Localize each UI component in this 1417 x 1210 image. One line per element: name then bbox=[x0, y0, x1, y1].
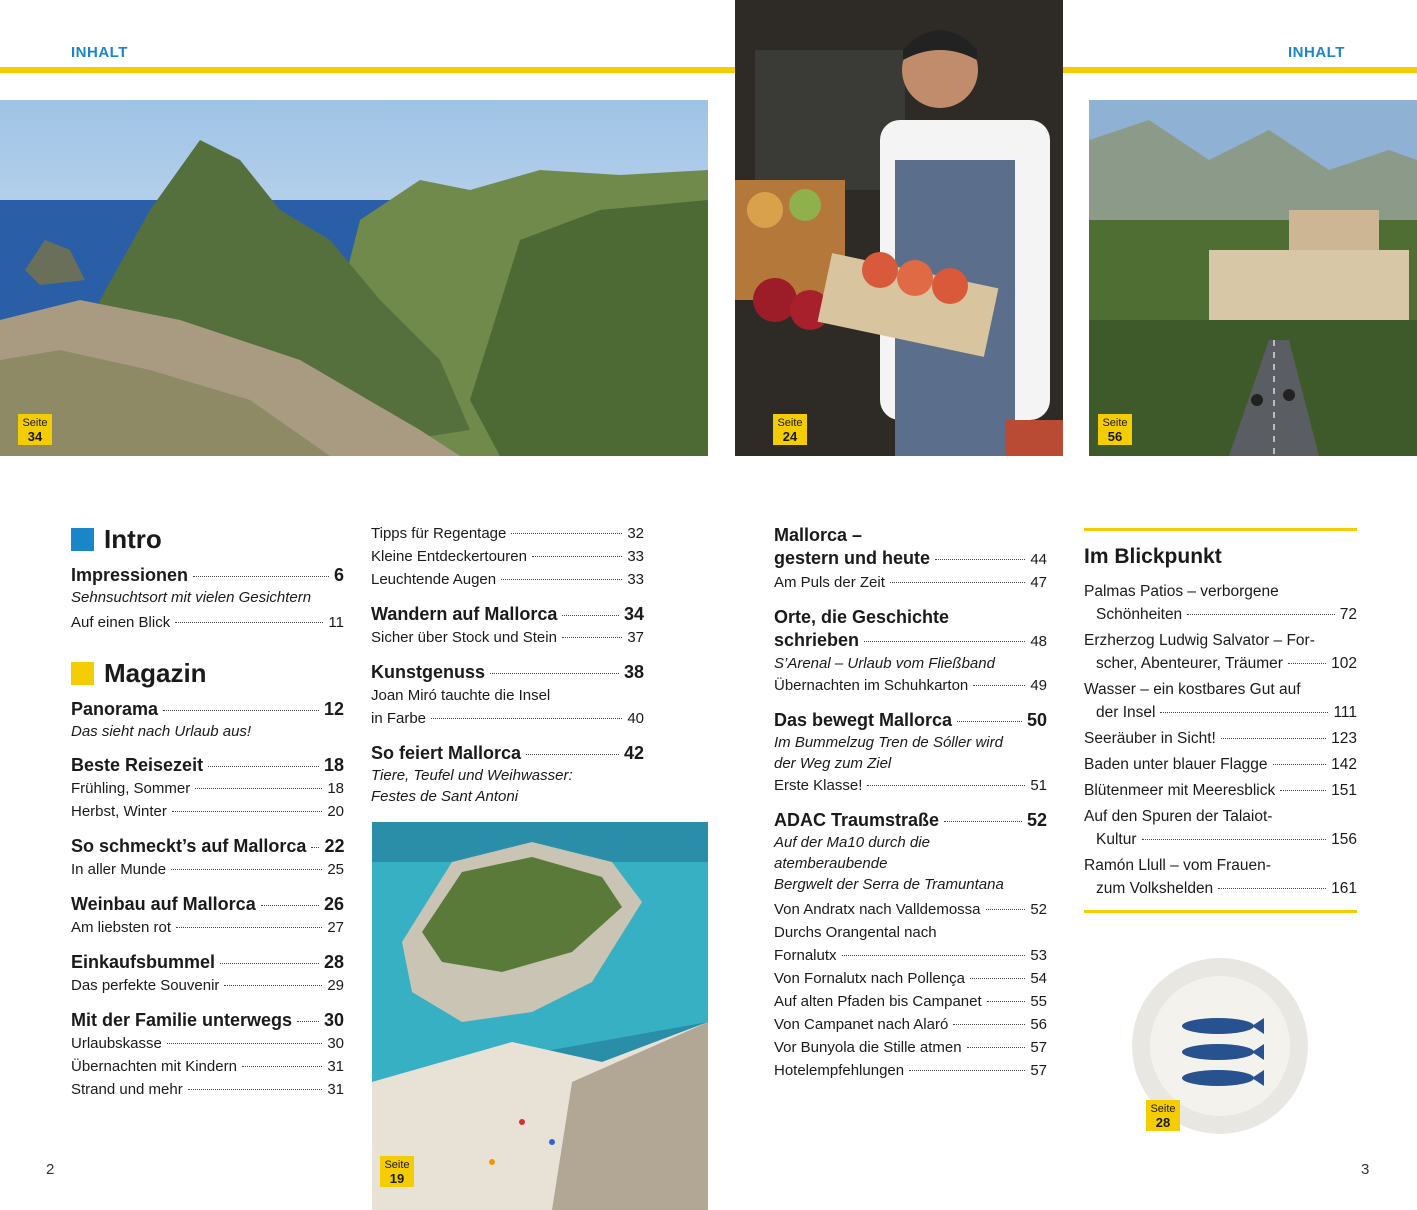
header-rule-right bbox=[1063, 67, 1417, 73]
toc-entry[interactable] bbox=[71, 564, 344, 587]
entry-page: 22 bbox=[324, 836, 345, 856]
page-number-right: 3 bbox=[1361, 1161, 1370, 1178]
entry-subtitle: Sehnsuchtsort mit vielen Gesichtern bbox=[71, 589, 312, 606]
toc-entry[interactable] bbox=[371, 603, 644, 626]
entry-label: In aller Munde bbox=[71, 861, 167, 878]
entry-label-line: Palmas Patios – verborgene bbox=[1084, 583, 1279, 600]
toc-entry[interactable] bbox=[774, 967, 1047, 990]
entry-label: Sicher über Stock und Stein bbox=[371, 629, 557, 646]
entry-page: 33 bbox=[627, 571, 644, 588]
entry-subtitle: Auf der Ma10 durch die atemberaubende bbox=[774, 834, 930, 872]
toc-entry[interactable] bbox=[371, 661, 644, 684]
toc-entry[interactable] bbox=[774, 1059, 1047, 1082]
entry-label: Blütenmeer mit Meeresblick bbox=[1084, 782, 1276, 799]
toc-entry[interactable] bbox=[371, 545, 644, 568]
entry-title-line: Orte, die Geschichte bbox=[774, 607, 950, 627]
section-magazin-title: Magazin bbox=[104, 658, 207, 688]
entry-label: Am liebsten rot bbox=[71, 919, 172, 936]
toc-entry[interactable] bbox=[371, 568, 644, 591]
toc-column-1 bbox=[71, 524, 344, 1101]
toc-entry[interactable] bbox=[774, 809, 1047, 832]
entry-label: Baden unter blauer Flagge bbox=[1084, 756, 1268, 773]
entry-label: Erste Klasse! bbox=[774, 777, 863, 794]
entry-label: Von Fornalutx nach Pollença bbox=[774, 970, 965, 987]
toc-entry[interactable] bbox=[774, 990, 1047, 1013]
badge-page: 56 bbox=[1107, 429, 1123, 444]
toc-entry[interactable] bbox=[774, 547, 1047, 571]
photo-beach-badge bbox=[380, 1156, 414, 1187]
entry-title: gestern und heute bbox=[774, 548, 931, 568]
entry-label: Seeräuber in Sicht! bbox=[1084, 730, 1216, 747]
entry-label: Frühling, Sommer bbox=[71, 780, 191, 797]
entry-page: 44 bbox=[1030, 551, 1047, 568]
photo-cliffs bbox=[0, 100, 708, 456]
entry-label: in Farbe bbox=[371, 710, 427, 727]
entry-page: 33 bbox=[627, 548, 644, 565]
entry-page: 57 bbox=[1030, 1039, 1047, 1056]
entry-page: 142 bbox=[1331, 756, 1357, 773]
entry-page: 52 bbox=[1026, 810, 1047, 830]
toc-entry[interactable] bbox=[71, 1055, 344, 1078]
entry-page: 31 bbox=[327, 1081, 344, 1098]
toc-entry[interactable] bbox=[774, 674, 1047, 697]
toc-entry[interactable] bbox=[71, 858, 344, 881]
photo-plate-badge bbox=[1146, 1100, 1180, 1131]
photo-vendor bbox=[735, 0, 1063, 456]
entry-page: 53 bbox=[1030, 947, 1047, 964]
entry-title: schrieben bbox=[774, 630, 860, 650]
badge-page: 34 bbox=[27, 429, 43, 444]
entry-label: Kleine Entdeckertouren bbox=[371, 548, 527, 565]
entry-page: 102 bbox=[1331, 655, 1357, 672]
entry-label-line: Ramón Llull – vom Frauen- bbox=[1084, 857, 1271, 874]
entry-page: 34 bbox=[623, 604, 644, 624]
entry-page: 56 bbox=[1030, 1016, 1047, 1033]
badge-label: Seite bbox=[1102, 417, 1128, 429]
section-intro bbox=[71, 524, 344, 554]
badge-page: 19 bbox=[389, 1171, 405, 1186]
blickpunkt-rule-bottom bbox=[1084, 910, 1357, 913]
cliffs-illustration bbox=[0, 100, 708, 456]
toc-entry[interactable] bbox=[71, 1032, 344, 1055]
entry-label: der Insel bbox=[1096, 704, 1156, 721]
entry-label: scher, Abenteurer, Träumer bbox=[1096, 655, 1283, 672]
entry-label: Übernachten mit Kindern bbox=[71, 1058, 237, 1075]
page-number-left: 2 bbox=[46, 1161, 55, 1178]
entry-label: Von Campanet nach Alaró bbox=[774, 1016, 949, 1033]
entry-title: ADAC Traumstraße bbox=[774, 810, 940, 830]
blickpunkt-entry[interactable] bbox=[1084, 727, 1357, 750]
entry-title: Beste Reisezeit bbox=[71, 755, 204, 775]
toc-entry[interactable] bbox=[371, 626, 644, 649]
entry-title-line: Mallorca – bbox=[774, 525, 863, 545]
magazin-square-icon bbox=[71, 662, 94, 685]
section-magazin bbox=[71, 658, 344, 688]
blickpunkt-entry[interactable] bbox=[1084, 805, 1357, 851]
blickpunkt-entry[interactable] bbox=[1084, 678, 1357, 724]
toc-entry[interactable] bbox=[774, 571, 1047, 594]
badge-label: Seite bbox=[22, 417, 48, 429]
entry-label-line: Durchs Orangental nach bbox=[774, 924, 937, 941]
entry-label: Fornalutx bbox=[774, 947, 837, 964]
entry-page: 54 bbox=[1030, 970, 1047, 987]
section-intro-title: Intro bbox=[104, 524, 162, 554]
blickpunkt-box bbox=[1084, 528, 1357, 913]
blickpunkt-entry[interactable] bbox=[1084, 854, 1357, 900]
entry-subtitle: S’Arenal – Urlaub vom Fließband bbox=[774, 655, 995, 672]
entry-page: 151 bbox=[1331, 782, 1357, 799]
entry-label: Hotelempfehlungen bbox=[774, 1062, 905, 1079]
badge-page: 24 bbox=[782, 429, 798, 444]
entry-page: 28 bbox=[323, 952, 344, 972]
beach-illustration bbox=[372, 822, 708, 1210]
entry-title: Kunstgenuss bbox=[371, 662, 486, 682]
entry-page: 55 bbox=[1030, 993, 1047, 1010]
entry-label: Schönheiten bbox=[1096, 606, 1183, 623]
entry-page: 18 bbox=[323, 755, 344, 775]
entry-title: Wandern auf Mallorca bbox=[371, 604, 558, 624]
entry-page: 42 bbox=[623, 743, 644, 763]
entry-page: 12 bbox=[323, 699, 344, 719]
entry-page: 30 bbox=[323, 1010, 344, 1030]
blickpunkt-rule-top bbox=[1084, 528, 1357, 531]
entry-subtitle: Tiere, Teufel und Weihwasser: bbox=[371, 767, 573, 784]
toc-entry[interactable] bbox=[71, 916, 344, 939]
entry-label: zum Volkshelden bbox=[1096, 880, 1214, 897]
vendor-illustration bbox=[735, 0, 1063, 456]
entry-label-line: Erzherzog Ludwig Salvator – For- bbox=[1084, 632, 1315, 649]
blickpunkt-entry[interactable] bbox=[1084, 753, 1357, 776]
entry-label: Strand und mehr bbox=[71, 1081, 183, 1098]
entry-page: 47 bbox=[1030, 574, 1047, 591]
entry-label: Auf alten Pfaden bis Campanet bbox=[774, 993, 982, 1010]
entry-title: Mit der Familie unterwegs bbox=[71, 1010, 293, 1030]
intro-square-icon bbox=[71, 528, 94, 551]
blickpunkt-entry[interactable] bbox=[1084, 629, 1357, 675]
entry-page: 30 bbox=[327, 1035, 344, 1052]
entry-page: 38 bbox=[623, 662, 644, 682]
entry-label: Das perfekte Souvenir bbox=[71, 977, 220, 994]
blickpunkt-title: Im Blickpunkt bbox=[1084, 545, 1222, 568]
entry-subtitle: Festes de Sant Antoni bbox=[371, 788, 519, 805]
blickpunkt-entry[interactable] bbox=[1084, 779, 1357, 802]
entry-page: 18 bbox=[327, 780, 344, 797]
entry-label: Übernachten im Schuhkarton bbox=[774, 677, 969, 694]
entry-page: 72 bbox=[1339, 606, 1357, 623]
entry-label: Am Puls der Zeit bbox=[774, 574, 885, 591]
entry-subtitle: Das sieht nach Urlaub aus! bbox=[71, 723, 252, 740]
badge-label: Seite bbox=[777, 417, 803, 429]
header-rule-left bbox=[0, 67, 735, 73]
toc-entry[interactable] bbox=[71, 835, 344, 858]
toc-entry[interactable] bbox=[774, 898, 1047, 921]
entry-label: Herbst, Winter bbox=[71, 803, 167, 820]
photo-plate bbox=[1130, 958, 1310, 1138]
toc-entry[interactable] bbox=[71, 951, 344, 974]
entry-page: 123 bbox=[1331, 730, 1357, 747]
entry-page: 32 bbox=[627, 525, 644, 542]
entry-subtitle: Bergwelt der Serra de Tramuntana bbox=[774, 876, 1004, 893]
entry-subtitle: Im Bummelzug Tren de Sóller wird bbox=[774, 734, 1003, 751]
header-label-right: INHALT bbox=[1288, 44, 1345, 61]
toc-entry[interactable] bbox=[774, 1036, 1047, 1059]
entry-page: 49 bbox=[1030, 677, 1047, 694]
toc-entry[interactable] bbox=[71, 754, 344, 777]
toc-entry[interactable] bbox=[371, 707, 644, 730]
photo-beach bbox=[372, 822, 708, 1210]
toc-entry[interactable] bbox=[71, 893, 344, 916]
entry-label: Leuchtende Augen bbox=[371, 571, 497, 588]
village-illustration bbox=[1089, 100, 1417, 456]
toc-entry[interactable] bbox=[774, 1013, 1047, 1036]
header-label-left: INHALT bbox=[71, 44, 128, 61]
photo-village bbox=[1089, 100, 1417, 456]
badge-label: Seite bbox=[384, 1159, 410, 1171]
photo-vendor-badge bbox=[773, 414, 807, 445]
entry-page: 161 bbox=[1331, 880, 1357, 897]
entry-label: Vor Bunyola die Stille atmen bbox=[774, 1039, 962, 1056]
toc-entry[interactable] bbox=[71, 698, 344, 721]
entry-title: Einkaufsbummel bbox=[71, 952, 216, 972]
entry-page: 26 bbox=[323, 894, 344, 914]
photo-village-badge bbox=[1098, 414, 1132, 445]
entry-page: 11 bbox=[328, 614, 344, 631]
toc-entry[interactable] bbox=[71, 1009, 344, 1032]
entry-page: 37 bbox=[627, 629, 644, 646]
entry-page: 111 bbox=[1333, 704, 1357, 721]
toc-entry[interactable] bbox=[371, 522, 644, 545]
entry-title: So feiert Mallorca bbox=[371, 743, 522, 763]
entry-label: Kultur bbox=[1096, 831, 1137, 848]
entry-title: Panorama bbox=[71, 699, 159, 719]
toc-entry[interactable] bbox=[71, 974, 344, 997]
entry-page: 50 bbox=[1026, 710, 1047, 730]
toc-entry[interactable] bbox=[774, 709, 1047, 732]
entry-page: 6 bbox=[333, 565, 344, 585]
badge-label: Seite bbox=[1150, 1103, 1176, 1115]
entry-title: Das bewegt Mallorca bbox=[774, 710, 953, 730]
entry-page: 25 bbox=[327, 861, 344, 878]
entry-label-line: Auf den Spuren der Talaiot- bbox=[1084, 808, 1273, 825]
toc-entry[interactable] bbox=[774, 944, 1047, 967]
entry-label: Auf einen Blick bbox=[71, 614, 171, 631]
entry-page: 51 bbox=[1030, 777, 1047, 794]
toc-entry[interactable] bbox=[71, 1078, 344, 1101]
entry-title: Weinbau auf Mallorca bbox=[71, 894, 256, 914]
entry-label: Urlaubskasse bbox=[71, 1035, 162, 1052]
badge-page: 28 bbox=[1155, 1115, 1171, 1130]
entry-page: 40 bbox=[627, 710, 644, 727]
entry-title: Impressionen bbox=[71, 565, 189, 585]
entry-page: 20 bbox=[327, 803, 344, 820]
entry-page: 57 bbox=[1030, 1062, 1047, 1079]
entry-page: 29 bbox=[327, 977, 344, 994]
blickpunkt-entry[interactable] bbox=[1084, 580, 1357, 626]
toc-entry[interactable] bbox=[774, 774, 1047, 797]
photo-cliffs-badge bbox=[18, 414, 52, 445]
entry-page: 31 bbox=[327, 1058, 344, 1075]
toc-entry[interactable] bbox=[71, 611, 344, 634]
entry-title: So schmeckt’s auf Mallorca bbox=[71, 836, 307, 856]
entry-subtitle: der Weg zum Ziel bbox=[774, 755, 892, 772]
entry-page: 156 bbox=[1331, 831, 1357, 848]
entry-page: 52 bbox=[1030, 901, 1047, 918]
toc-entry[interactable] bbox=[774, 629, 1047, 653]
toc-entry[interactable] bbox=[71, 777, 344, 800]
toc-column-2 bbox=[371, 522, 644, 807]
entry-label-line: Joan Miró tauchte die Insel bbox=[371, 687, 551, 704]
entry-page: 27 bbox=[327, 919, 344, 936]
entry-page: 48 bbox=[1030, 633, 1047, 650]
entry-label: Tipps für Regentage bbox=[371, 525, 507, 542]
entry-label-line: Wasser – ein kostbares Gut auf bbox=[1084, 681, 1301, 698]
toc-column-3 bbox=[774, 524, 1047, 1082]
toc-entry[interactable] bbox=[371, 742, 644, 765]
toc-entry[interactable] bbox=[71, 800, 344, 823]
entry-label: Von Andratx nach Valldemossa bbox=[774, 901, 981, 918]
